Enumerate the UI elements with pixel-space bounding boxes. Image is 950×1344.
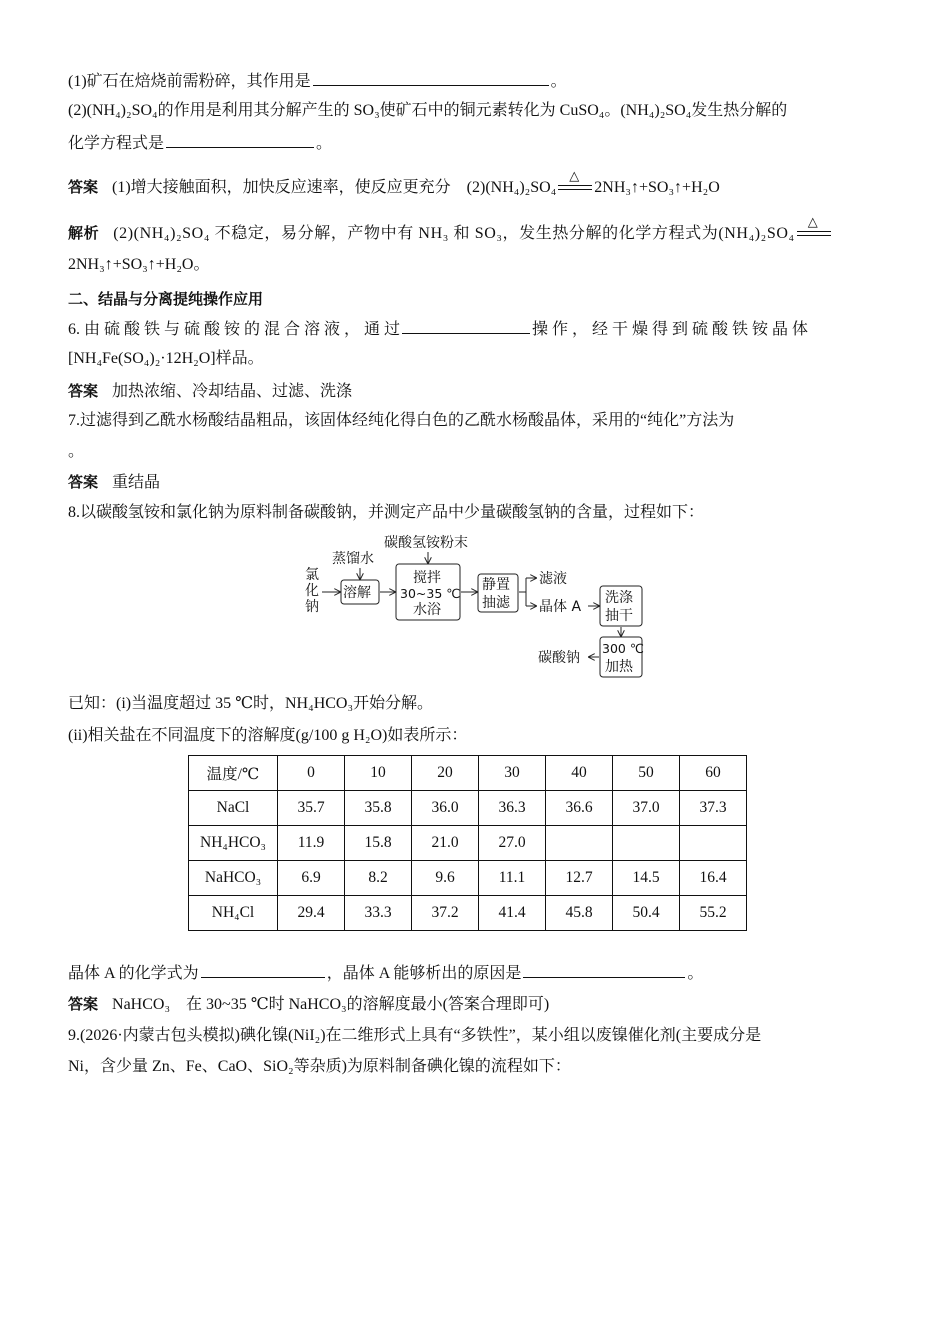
flow-heat-1: 300 ℃	[602, 641, 644, 656]
flow-raw-2: 化	[305, 583, 319, 599]
table-row	[189, 791, 747, 826]
q8-answer	[68, 993, 882, 1016]
table-header-row	[189, 756, 747, 791]
answer-text: NaHCO₃ 在 30~35 ℃时 NaHCO₃的溶解度最小(答案合理即可)	[112, 996, 550, 1013]
q8-question-end: 。	[687, 965, 704, 982]
flow-wash-2: 抽干	[605, 608, 633, 624]
table-cell: 37.3	[680, 791, 747, 826]
table-cell: 50.4	[613, 896, 680, 931]
table-row-label: NaHCO₃	[189, 861, 278, 896]
answer-text: 重结晶	[112, 474, 161, 491]
analysis-label: 解析	[68, 224, 100, 242]
flow-product-label: 碳酸钠	[538, 650, 580, 666]
solubility-table	[188, 755, 747, 931]
table-cell: 35.7	[278, 791, 345, 826]
q8-known2: (ii)相关盐在不同温度下的溶解度(g/100 g H₂O)如表所示：	[68, 727, 468, 744]
table-cell: 27.0	[479, 826, 546, 861]
q8-question	[68, 961, 882, 985]
table-cell: 11.9	[278, 826, 345, 861]
table-row-label: NH₄HCO₃	[189, 826, 278, 861]
table-cell: 36.3	[479, 791, 546, 826]
q6-text-b: 操 作 ， 经 干 燥 得 到 硫 酸 铁 铵 晶 体	[532, 321, 809, 338]
answer-text: 加热浓缩、冷却结晶、过滤、洗涤	[112, 383, 353, 400]
table-cell: 12.7	[546, 861, 613, 896]
q6-text-a: 6. 由 硫 酸 铁 与 硫 酸 铵 的 混 合 溶 液 ， 通 过	[68, 321, 401, 338]
flow-filtrate-label: 滤液	[539, 571, 567, 587]
analysis-text: (2)(NH₄)₂SO₄ 不稳定，易分解，产物中有 NH₃ 和 SO₃，发生热分解的化学方程式为(NH₄)₂SO₄	[113, 225, 795, 242]
flow-stir-1: 搅拌	[413, 570, 441, 586]
heat-equals-sign	[797, 214, 831, 241]
table-cell: 15.8	[345, 826, 412, 861]
q-prev-part2-line2-text: 化学方程式是	[68, 135, 165, 152]
table-cell: 21.0	[412, 826, 479, 861]
section-title: 二、结晶与分离提纯操作应用	[68, 290, 264, 308]
flow-crystal-label: 晶体 A	[539, 599, 582, 615]
table-cell: 55.2	[680, 896, 747, 931]
flow-water-label: 蒸馏水	[332, 551, 374, 567]
heat-equals-sign	[558, 168, 592, 195]
q6-line1	[68, 317, 882, 341]
q9-line1: 9.(2026·内蒙古包头模拟)碘化镍(NiI₂)在二维形式上具有“多铁性”，某小组以废镍催化剂(主要成分是	[68, 1027, 762, 1044]
table-cell: 14.5	[613, 861, 680, 896]
q-prev-analysis-line2: 2NH₃↑+SO₃↑+H₂O。	[68, 256, 210, 273]
q8-question-a: 晶体 A 的化学式为	[68, 965, 199, 982]
q8-question-b: ，晶体 A 能够析出的原因是	[326, 965, 522, 982]
table-cell: 37.2	[412, 896, 479, 931]
table-header-cell: 40	[546, 756, 613, 791]
table-cell	[613, 826, 680, 861]
q-prev-part1-text: (1)矿石在焙烧前需粉碎，其作用是	[68, 73, 311, 90]
answer-blank[interactable]	[313, 69, 549, 86]
table-row	[189, 861, 747, 896]
table-row-label: NH₄Cl	[189, 896, 278, 931]
table-header-cell: 20	[412, 756, 479, 791]
table-cell: 8.2	[345, 861, 412, 896]
table-header-cell: 10	[345, 756, 412, 791]
flow-raw-1: 氯	[305, 567, 319, 583]
q7-answer	[68, 471, 882, 494]
process-flow-diagram	[300, 530, 660, 680]
table-cell: 6.9	[278, 861, 345, 896]
triangle-icon: △	[569, 168, 580, 184]
q-prev-part2-line2	[68, 131, 882, 155]
answer-blank[interactable]	[402, 317, 530, 334]
table-cell: 35.8	[345, 791, 412, 826]
q9-line2: Ni，含少量 Zn、Fe、CaO、SiO₂等杂质)为原料制备碘化镍的流程如下：	[68, 1058, 571, 1075]
table-row	[189, 826, 747, 861]
table-cell	[546, 826, 613, 861]
table-row	[189, 896, 747, 931]
table-header-cell: 30	[479, 756, 546, 791]
answer-blank[interactable]	[201, 961, 325, 978]
table-header-cell: 0	[278, 756, 345, 791]
answer-label: 答案	[68, 178, 99, 196]
flow-raw-3: 钠	[305, 599, 319, 615]
answer-blank[interactable]	[166, 131, 314, 148]
table-cell	[680, 826, 747, 861]
answer-products: 2NH₃↑+SO₃↑+H₂O	[594, 179, 720, 196]
table-cell: 45.8	[546, 896, 613, 931]
q-prev-answer	[68, 168, 882, 199]
q6-line2: [NH₄Fe(SO₄)₂·12H₂O]样品。	[68, 350, 264, 367]
answer-text: (1)增大接触面积，加快反应速率，使反应更充分 (2)(NH₄)₂SO₄	[112, 179, 557, 196]
answer-label: 答案	[68, 473, 99, 491]
q-prev-part1	[68, 69, 882, 93]
q-prev-analysis	[68, 214, 882, 245]
flow-stir-3: 水浴	[413, 602, 441, 618]
q6-answer	[68, 380, 882, 403]
flow-stir-2: 30~35 ℃	[400, 586, 461, 601]
table-cell: 36.6	[546, 791, 613, 826]
table-row-label: NaCl	[189, 791, 278, 826]
table-cell: 29.4	[278, 896, 345, 931]
table-cell: 36.0	[412, 791, 479, 826]
answer-label: 答案	[68, 995, 99, 1013]
q8-intro: 8.以碳酸氢铵和氯化钠为原料制备碳酸钠，并测定产品中少量碳酸氢钠的含量，过程如下：	[68, 504, 705, 521]
q7-line2: 。	[68, 443, 85, 460]
table-header-cell: 温度/℃	[189, 756, 278, 791]
q-prev-part1-end: 。	[550, 73, 567, 90]
answer-label: 答案	[68, 382, 99, 400]
table-cell: 33.3	[345, 896, 412, 931]
flow-settle-1: 静置	[482, 577, 510, 593]
table-cell: 9.6	[412, 861, 479, 896]
q7-line1: 7.过滤得到乙酰水杨酸结晶粗品，该固体经纯化得白色的乙酰水杨酸晶体，采用的“纯化”方法为	[68, 412, 735, 429]
table-cell: 11.1	[479, 861, 546, 896]
answer-blank[interactable]	[523, 961, 685, 978]
flow-settle-2: 抽滤	[482, 595, 510, 611]
q-prev-part2-end: 。	[316, 135, 333, 152]
table-cell: 16.4	[680, 861, 747, 896]
q-prev-part2-line1: (2)(NH₄)₂SO₄的作用是利用其分解产生的 SO₃使矿石中的铜元素转化为 CuSO₄。(NH₄)₂SO₄发生热分解的	[68, 102, 788, 119]
q8-known1: 已知：(i)当温度超过 35 ℃时，NH₄HCO₃开始分解。	[68, 695, 434, 712]
table-header-cell: 60	[680, 756, 747, 791]
flow-powder-label: 碳酸氢铵粉末	[384, 535, 468, 551]
flow-heat-2: 加热	[605, 659, 633, 675]
table-cell: 37.0	[613, 791, 680, 826]
table-cell: 41.4	[479, 896, 546, 931]
table-header-cell: 50	[613, 756, 680, 791]
triangle-icon: △	[807, 214, 819, 230]
flow-dissolve-label: 溶解	[343, 585, 371, 601]
flow-wash-1: 洗涤	[605, 590, 633, 606]
